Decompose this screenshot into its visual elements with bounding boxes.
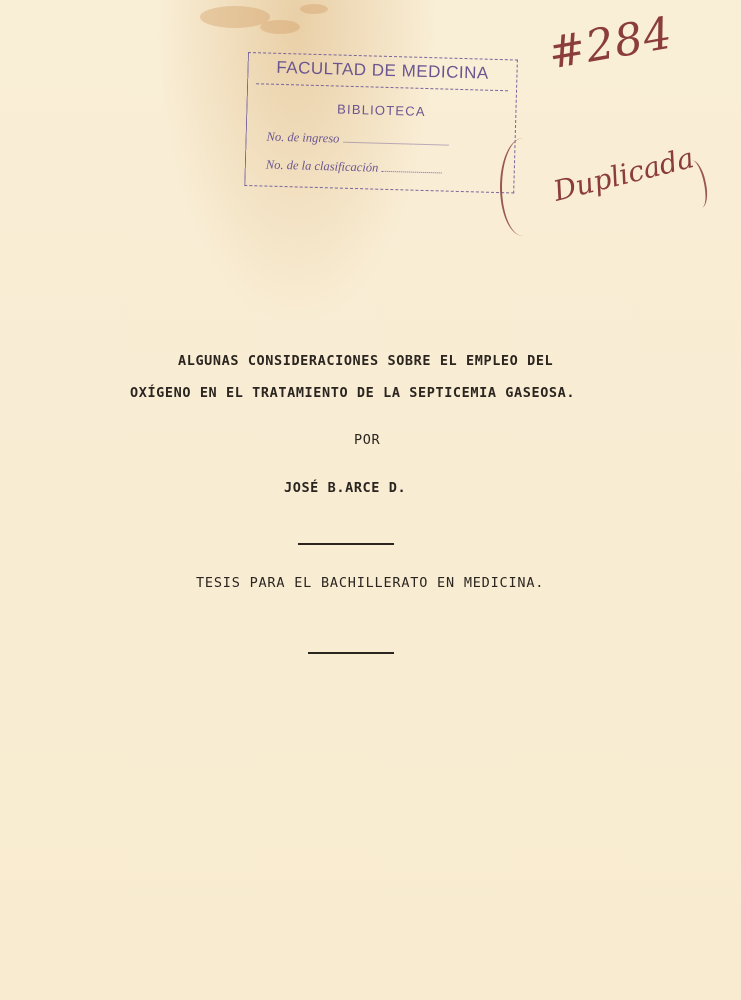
handwritten-parenthesis-left: [500, 138, 546, 236]
stamp-entry-label: No. de ingreso: [266, 129, 340, 146]
stamp-entry-line: [266, 130, 448, 150]
by-label: POR: [354, 432, 381, 448]
stamp-classification-dots: [382, 171, 442, 174]
stamp-title: FACULTAD DE MEDICINA: [276, 57, 489, 83]
stamp-classification-label: No. de la clasificación: [265, 157, 379, 175]
handwritten-parenthesis-right: [683, 159, 711, 210]
handwritten-note: Duplicada: [550, 141, 698, 208]
stamp-divider: [256, 83, 508, 91]
paper-stain: [300, 4, 328, 14]
paper-stain: [260, 20, 300, 34]
thesis-line: TESIS PARA EL BACHILLERATO EN MEDICINA.: [196, 575, 545, 591]
handwritten-number: #284: [544, 7, 677, 80]
divider-line: [308, 652, 394, 654]
stamp-classification-line: [266, 158, 443, 178]
title-line-2: OXÍGENO EN EL TRATAMIENTO DE LA SEPTICEMIA GASEOSA.: [130, 385, 576, 401]
title-line-1: ALGUNAS CONSIDERACIONES SOBRE EL EMPLEO DEL: [178, 353, 554, 369]
stamp-subtitle: BIBLIOTECA: [336, 101, 426, 119]
stamp-entry-dots: [343, 142, 448, 146]
divider-line: [298, 543, 394, 545]
author-name: JOSÉ B.ARCE D.: [284, 480, 407, 496]
library-stamp: [244, 52, 518, 193]
